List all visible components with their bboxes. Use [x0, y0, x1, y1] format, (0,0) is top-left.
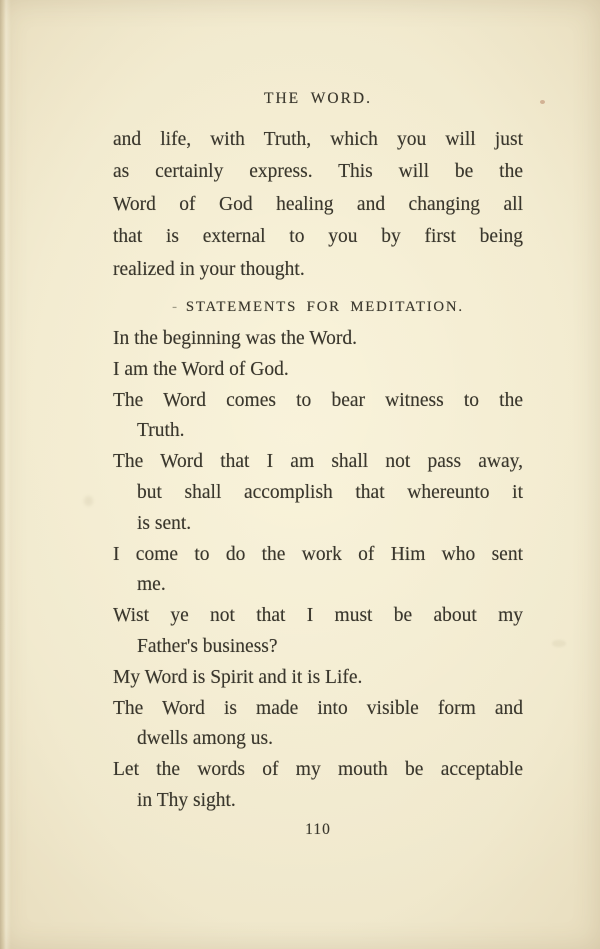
statement-line: dwells among us.: [137, 728, 273, 750]
running-header: THE WORD.: [264, 90, 372, 107]
statement-line: Wist ye not that I must be about my: [113, 605, 523, 627]
statement-line: In the beginning was the Word.: [113, 328, 357, 349]
body-paragraph: [113, 124, 523, 286]
paragraph-line: and life, with Truth, which you will just: [113, 129, 523, 150]
statement-line: The Word that I am shall not pass away,: [113, 451, 523, 473]
paper-speck: [84, 496, 93, 506]
section-heading: [113, 299, 523, 316]
statement-line: I am the Word of God.: [113, 358, 289, 380]
statement: [113, 540, 523, 602]
statement: [113, 355, 523, 386]
section-heading-dash: -: [172, 299, 179, 315]
page-number: 110: [305, 821, 331, 838]
paper-speck: [552, 640, 566, 647]
statement-line: The Word is made into visible form and: [113, 697, 523, 719]
statement-line: The Word comes to bear witness to the: [113, 389, 523, 411]
statement-line: I come to do the work of Him who sent: [113, 543, 523, 565]
statement: [113, 386, 523, 448]
statement-line: but shall accomplish that whereunto it: [137, 481, 523, 503]
paragraph-line: that is external to you by first being: [113, 226, 523, 248]
statement: [113, 694, 523, 756]
statement: [113, 755, 523, 817]
statement: [113, 663, 523, 694]
statement-line: in Thy sight.: [137, 789, 236, 811]
statement: [113, 447, 523, 539]
paragraph-line: realized in your thought.: [113, 258, 305, 280]
statement-line: Truth.: [137, 420, 185, 442]
section-heading-text: STATEMENTS FOR MEDITATION.: [185, 299, 464, 315]
statement: [113, 601, 523, 663]
statement-line: is sent.: [137, 512, 192, 534]
statement-line: me.: [137, 574, 166, 596]
statement: [113, 324, 523, 355]
statements-list: [113, 324, 523, 817]
paragraph-line: Word of God healing and changing all: [113, 193, 523, 215]
paper-speck: [540, 100, 545, 104]
statement-line: My Word is Spirit and it is Life.: [113, 666, 363, 688]
statement-line: Let the words of my mouth be acceptable: [113, 759, 523, 781]
paragraph-line: as certainly express. This will be the: [113, 161, 523, 183]
statement-line: Father's business?: [137, 635, 278, 657]
